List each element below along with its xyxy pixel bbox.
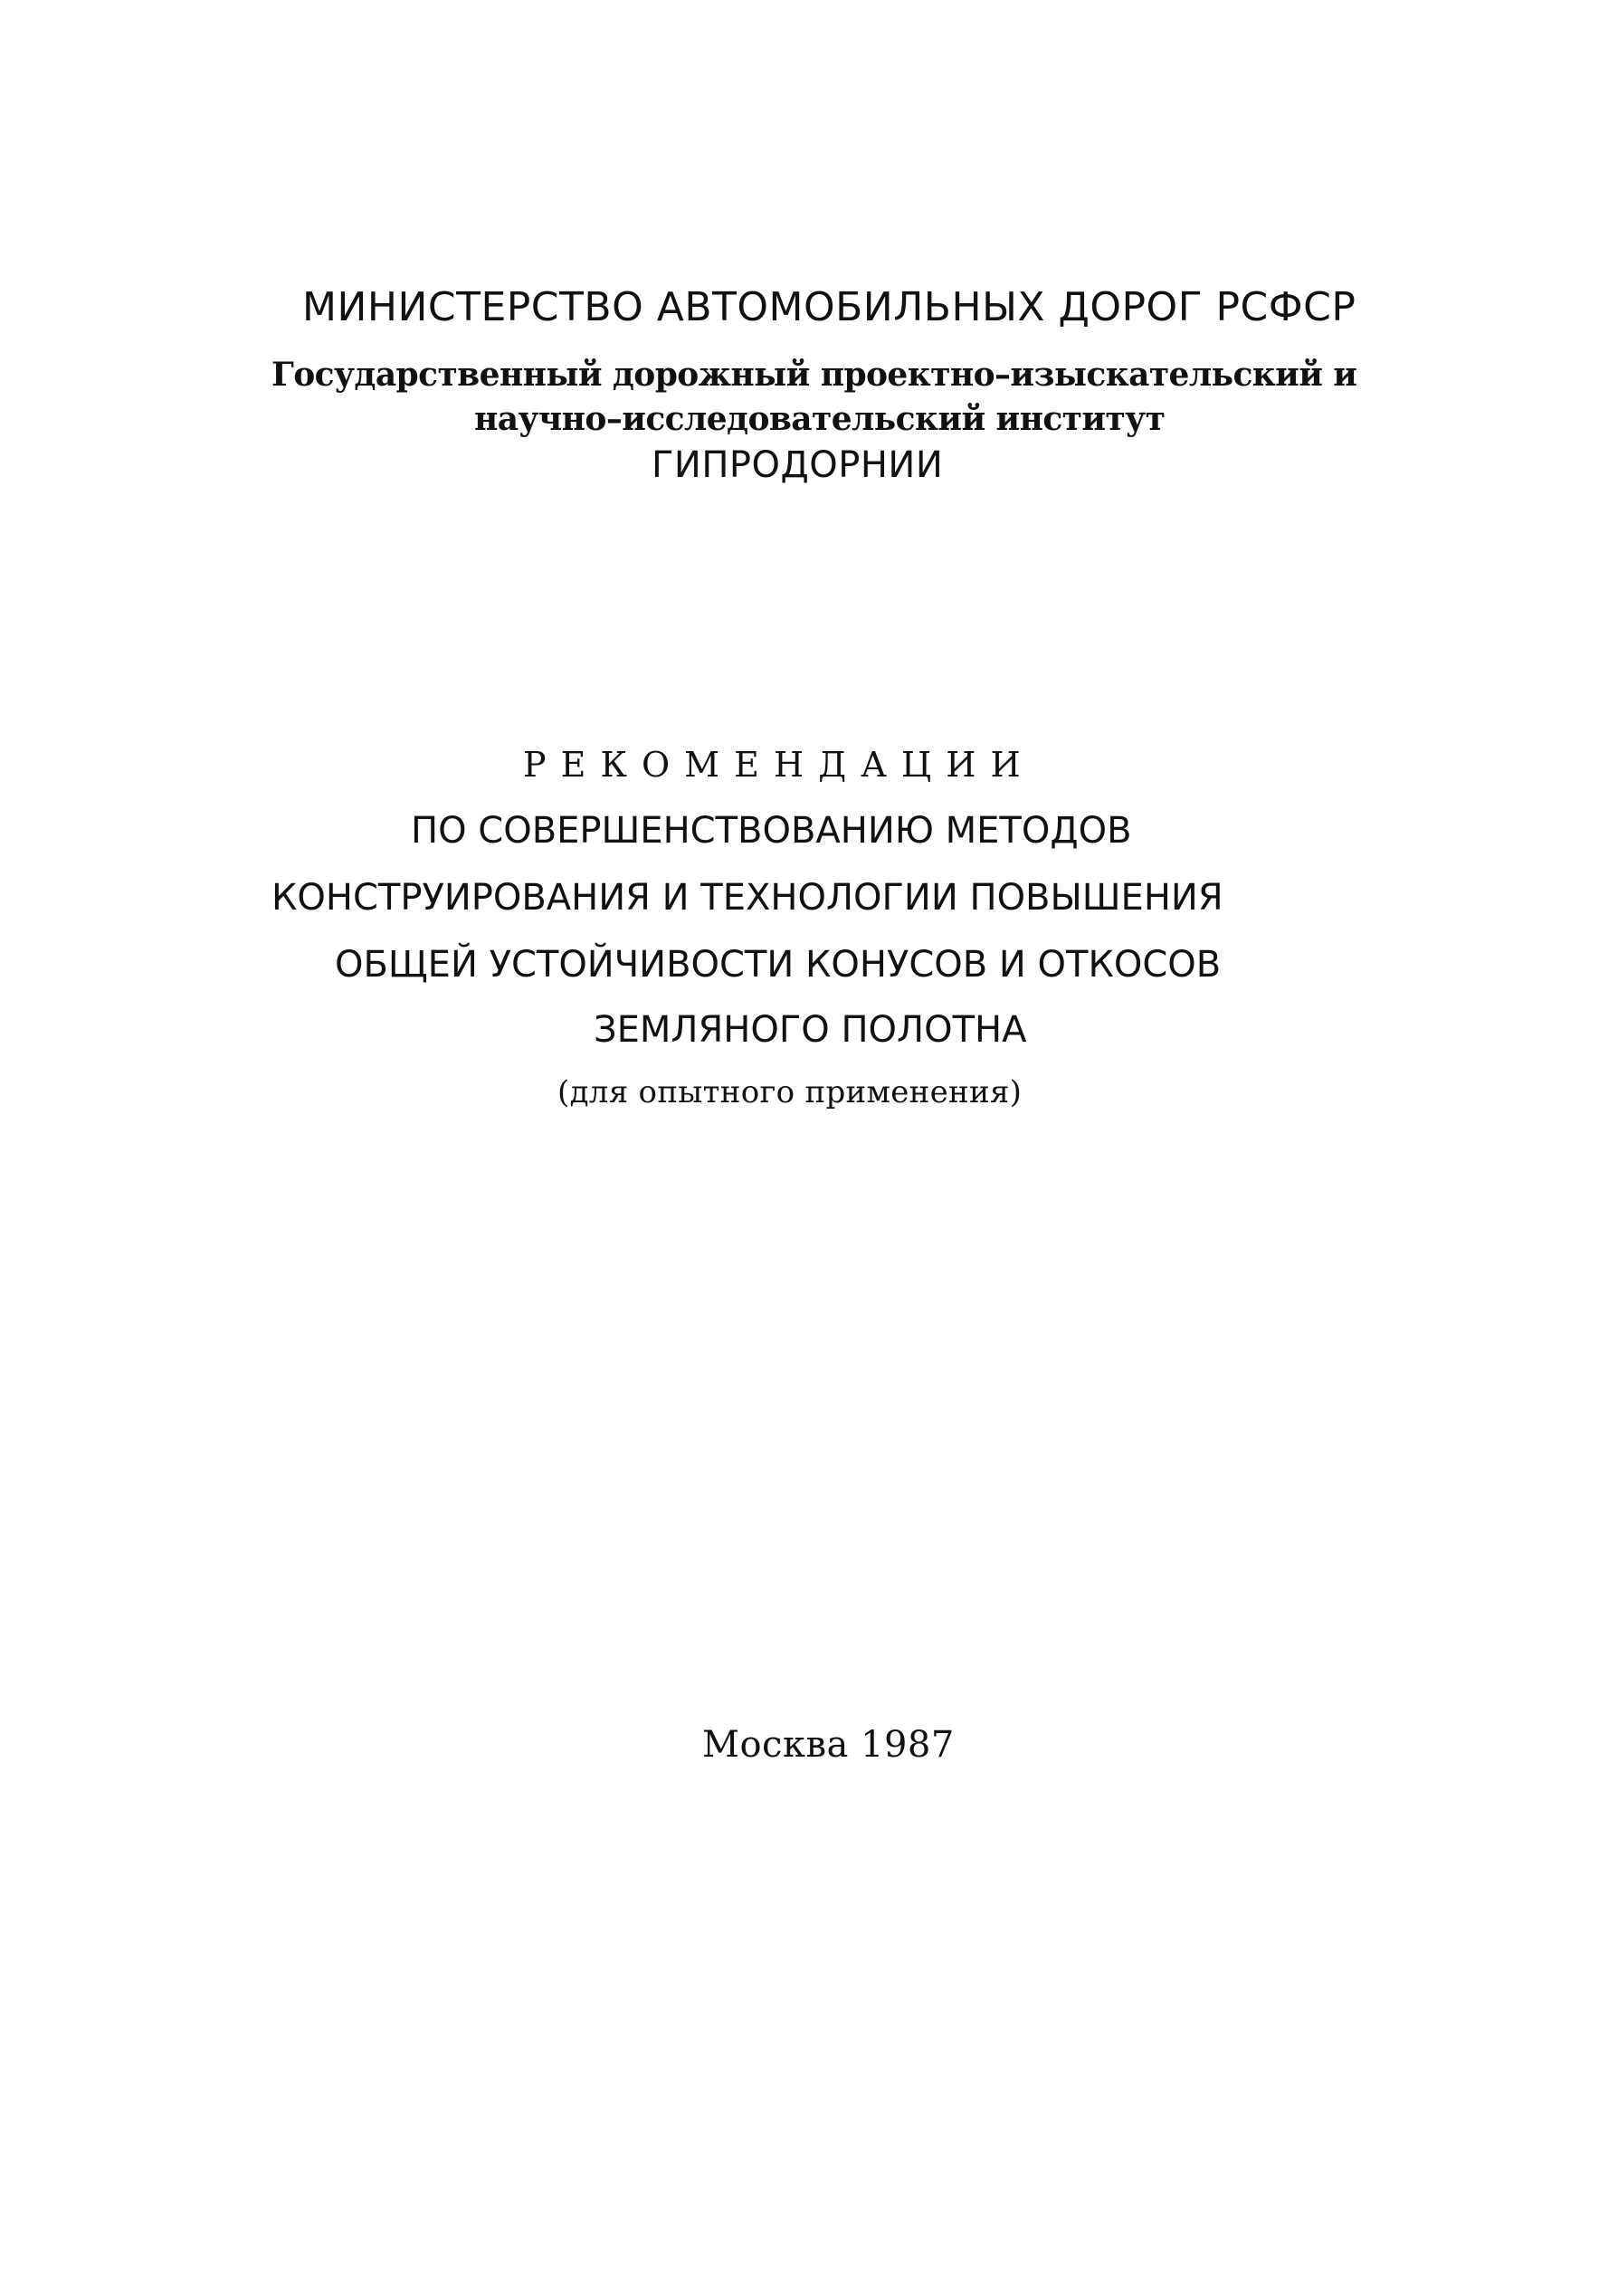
document-heading: Р Е К О М Е Н Д А Ц И И — [523, 745, 1023, 785]
usage-note: (для опытного применения) — [557, 1074, 1023, 1110]
institute-acronym: ГИПРОДОРНИИ — [652, 444, 944, 486]
title-line-4: ЗЕМЛЯНОГО ПОЛОТНА — [594, 1009, 1027, 1051]
title-line-3: ОБЩЕЙ УСТОЙЧИВОСТИ КОНУСОВ И ОТКОСОВ — [335, 944, 1222, 986]
title-line-2: КОНСТРУИРОВАНИЯ И ТЕХНОЛОГИИ ПОВЫШЕНИЯ — [271, 877, 1223, 919]
place-and-year: Москва 1987 — [702, 1724, 955, 1766]
ministry-name: МИНИСТЕРСТВО АВТОМОБИЛЬНЫХ ДОРОГ РСФСР — [302, 284, 1356, 330]
title-line-1: ПО СОВЕРШЕНСТВОВАНИЮ МЕТОДОВ — [411, 810, 1132, 852]
institute-line-1: Государственный дорожный проектно–изыскательский и — [271, 356, 1357, 394]
institute-line-2: научно–исследовательский институт — [474, 400, 1166, 438]
